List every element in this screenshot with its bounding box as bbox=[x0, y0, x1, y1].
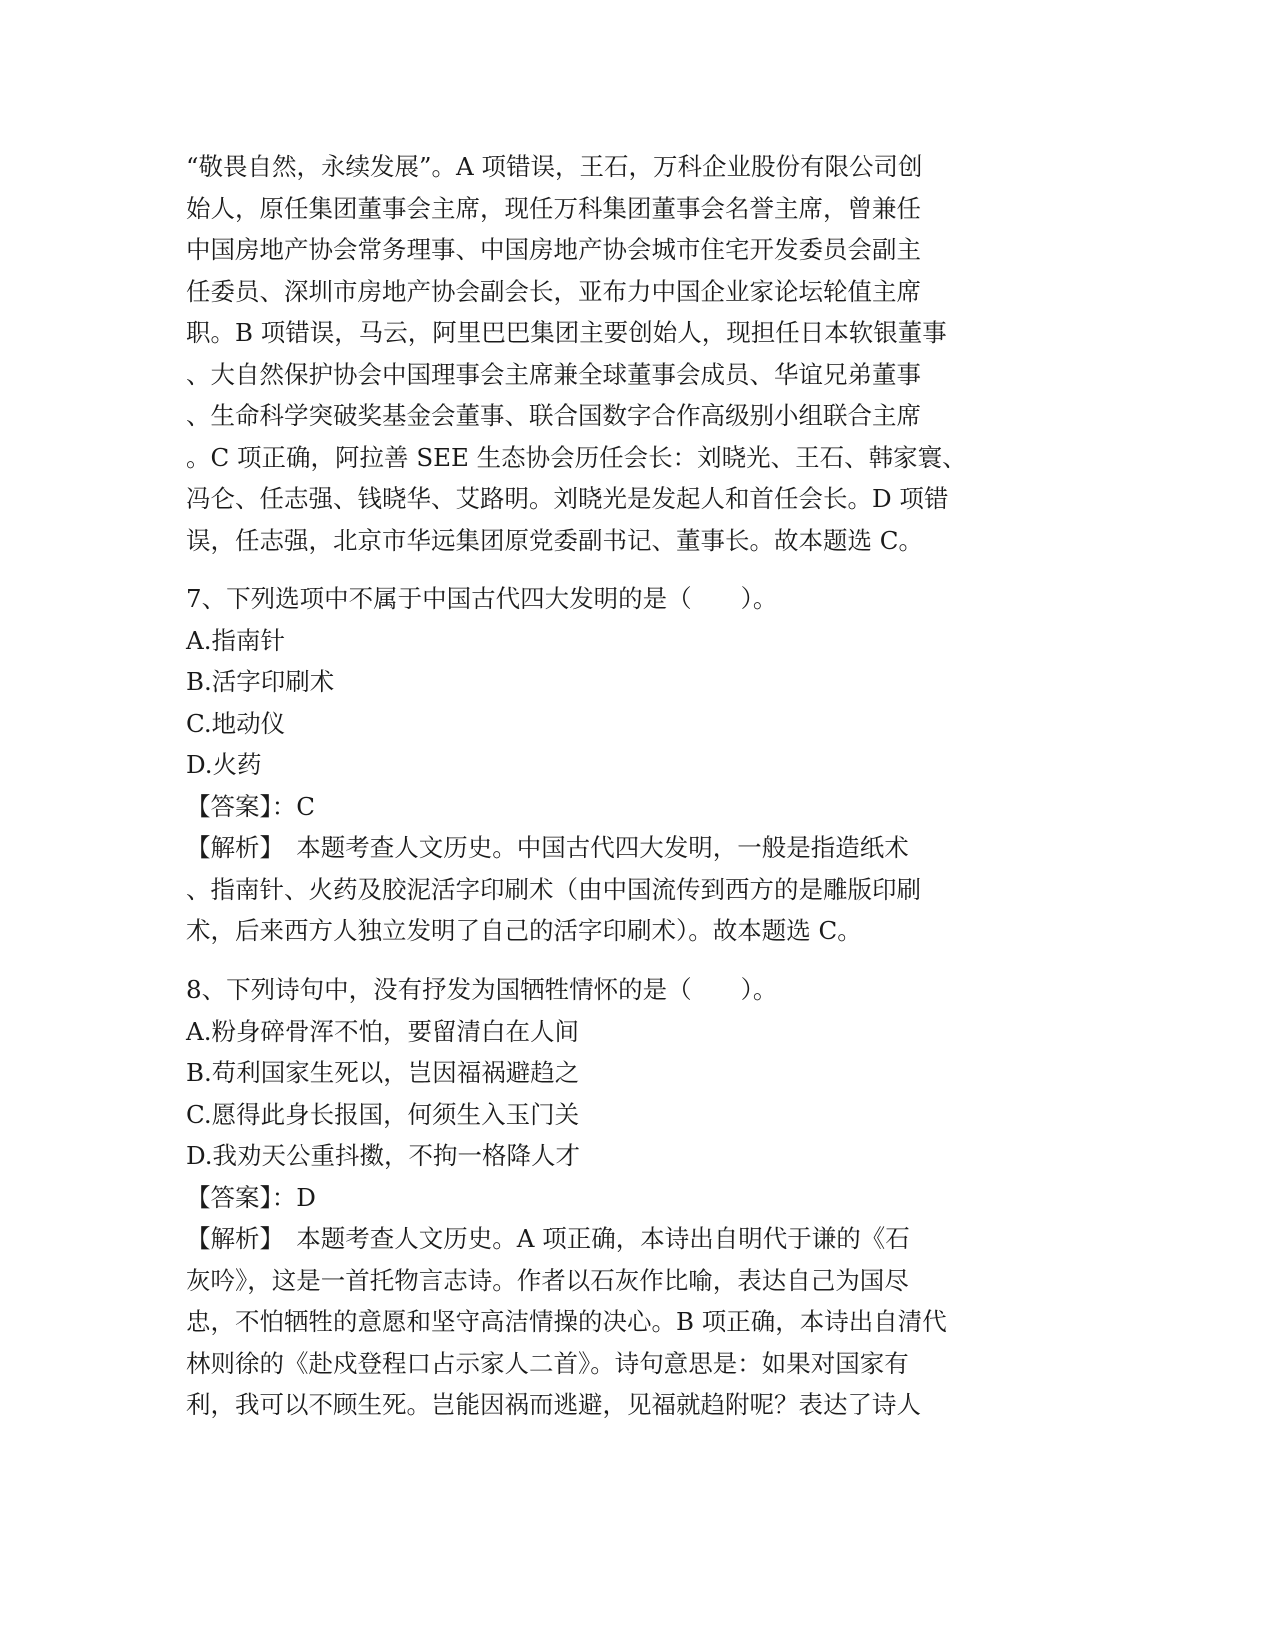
question-8-option-b: B.苟利国家生死以，岂因福祸避趋之 bbox=[186, 1058, 580, 1087]
question-7-option-c: C.地动仪 bbox=[186, 709, 286, 738]
text-line: 林则徐的《赴戍登程口占示家人二首》。诗句意思是：如果对国家有 bbox=[186, 1349, 909, 1378]
question-8-stem: 8、下列诗句中，没有抒发为国牺牲情怀的是（ ）。 bbox=[186, 975, 778, 1004]
text-line: 冯仑、任志强、钱晓华、艾路明。刘晓光是发起人和首任会长。D 项错 bbox=[186, 484, 949, 513]
text-line: 任委员、深圳市房地产协会副会长，亚布力中国企业家论坛轮值主席 bbox=[186, 277, 921, 306]
text-line: 中国房地产协会常务理事、中国房地产协会城市住宅开发委员会副主 bbox=[186, 235, 921, 264]
text-line: 利，我可以不顾生死。岂能因祸而逃避，见福就趋附呢？表达了诗人 bbox=[186, 1390, 921, 1419]
text-line: 职。B 项错误，马云，阿里巴巴集团主要创始人，现担任日本软银董事 bbox=[186, 318, 947, 347]
question-7-analysis: 【解析】 本题考查人文历史。中国古代四大发明，一般是指造纸术 bbox=[186, 833, 909, 862]
text-line: 始人，原任集团董事会主席，现任万科集团董事会名誉主席，曾兼任 bbox=[186, 194, 921, 223]
question-8-analysis: 【解析】 本题考查人文历史。A 项正确，本诗出自明代于谦的《石 bbox=[186, 1224, 910, 1253]
question-7-answer: 【答案】：C bbox=[186, 792, 315, 821]
text-line: 术，后来西方人独立发明了自己的活字印刷术）。故本题选 C。 bbox=[186, 916, 862, 945]
text-line: 误，任志强，北京市华远集团原党委副书记、董事长。故本题选 C。 bbox=[186, 526, 924, 555]
question-8-option-c: C.愿得此身长报国，何须生入玉门关 bbox=[186, 1100, 580, 1129]
text-line: 。C 项正确，阿拉善 SEE 生态协会历任会长：刘晓光、王石、韩家寰、 bbox=[186, 443, 967, 472]
text-line: 灰吟》，这是一首托物言志诗。作者以石灰作比喻，表达自己为国尽 bbox=[186, 1266, 909, 1295]
question-8-answer: 【答案】：D bbox=[186, 1183, 316, 1212]
text-line: “敬畏自然，永续发展”。A 项错误，王石，万科企业股份有限公司创 bbox=[186, 152, 923, 181]
text-line: 、大自然保护协会中国理事会主席兼全球董事会成员、华谊兄弟董事 bbox=[186, 360, 921, 389]
text-line: 、指南针、火药及胶泥活字印刷术（由中国流传到西方的是雕版印刷 bbox=[186, 875, 921, 904]
question-7-option-b: B.活字印刷术 bbox=[186, 667, 335, 696]
question-7-option-d: D.火药 bbox=[186, 750, 262, 779]
question-7-stem: 7、下列选项中不属于中国古代四大发明的是（ ）。 bbox=[186, 584, 778, 613]
text-line: 忠，不怕牺牲的意愿和坚守高洁情操的决心。B 项正确，本诗出自清代 bbox=[186, 1307, 947, 1336]
question-8-option-d: D.我劝天公重抖擞，不拘一格降人才 bbox=[186, 1141, 581, 1170]
question-8-option-a: A.粉身碎骨浑不怕，要留清白在人间 bbox=[186, 1017, 579, 1046]
question-7-option-a: A.指南针 bbox=[186, 626, 285, 655]
text-line: 、生命科学突破奖基金会董事、联合国数字合作高级别小组联合主席 bbox=[186, 401, 921, 430]
